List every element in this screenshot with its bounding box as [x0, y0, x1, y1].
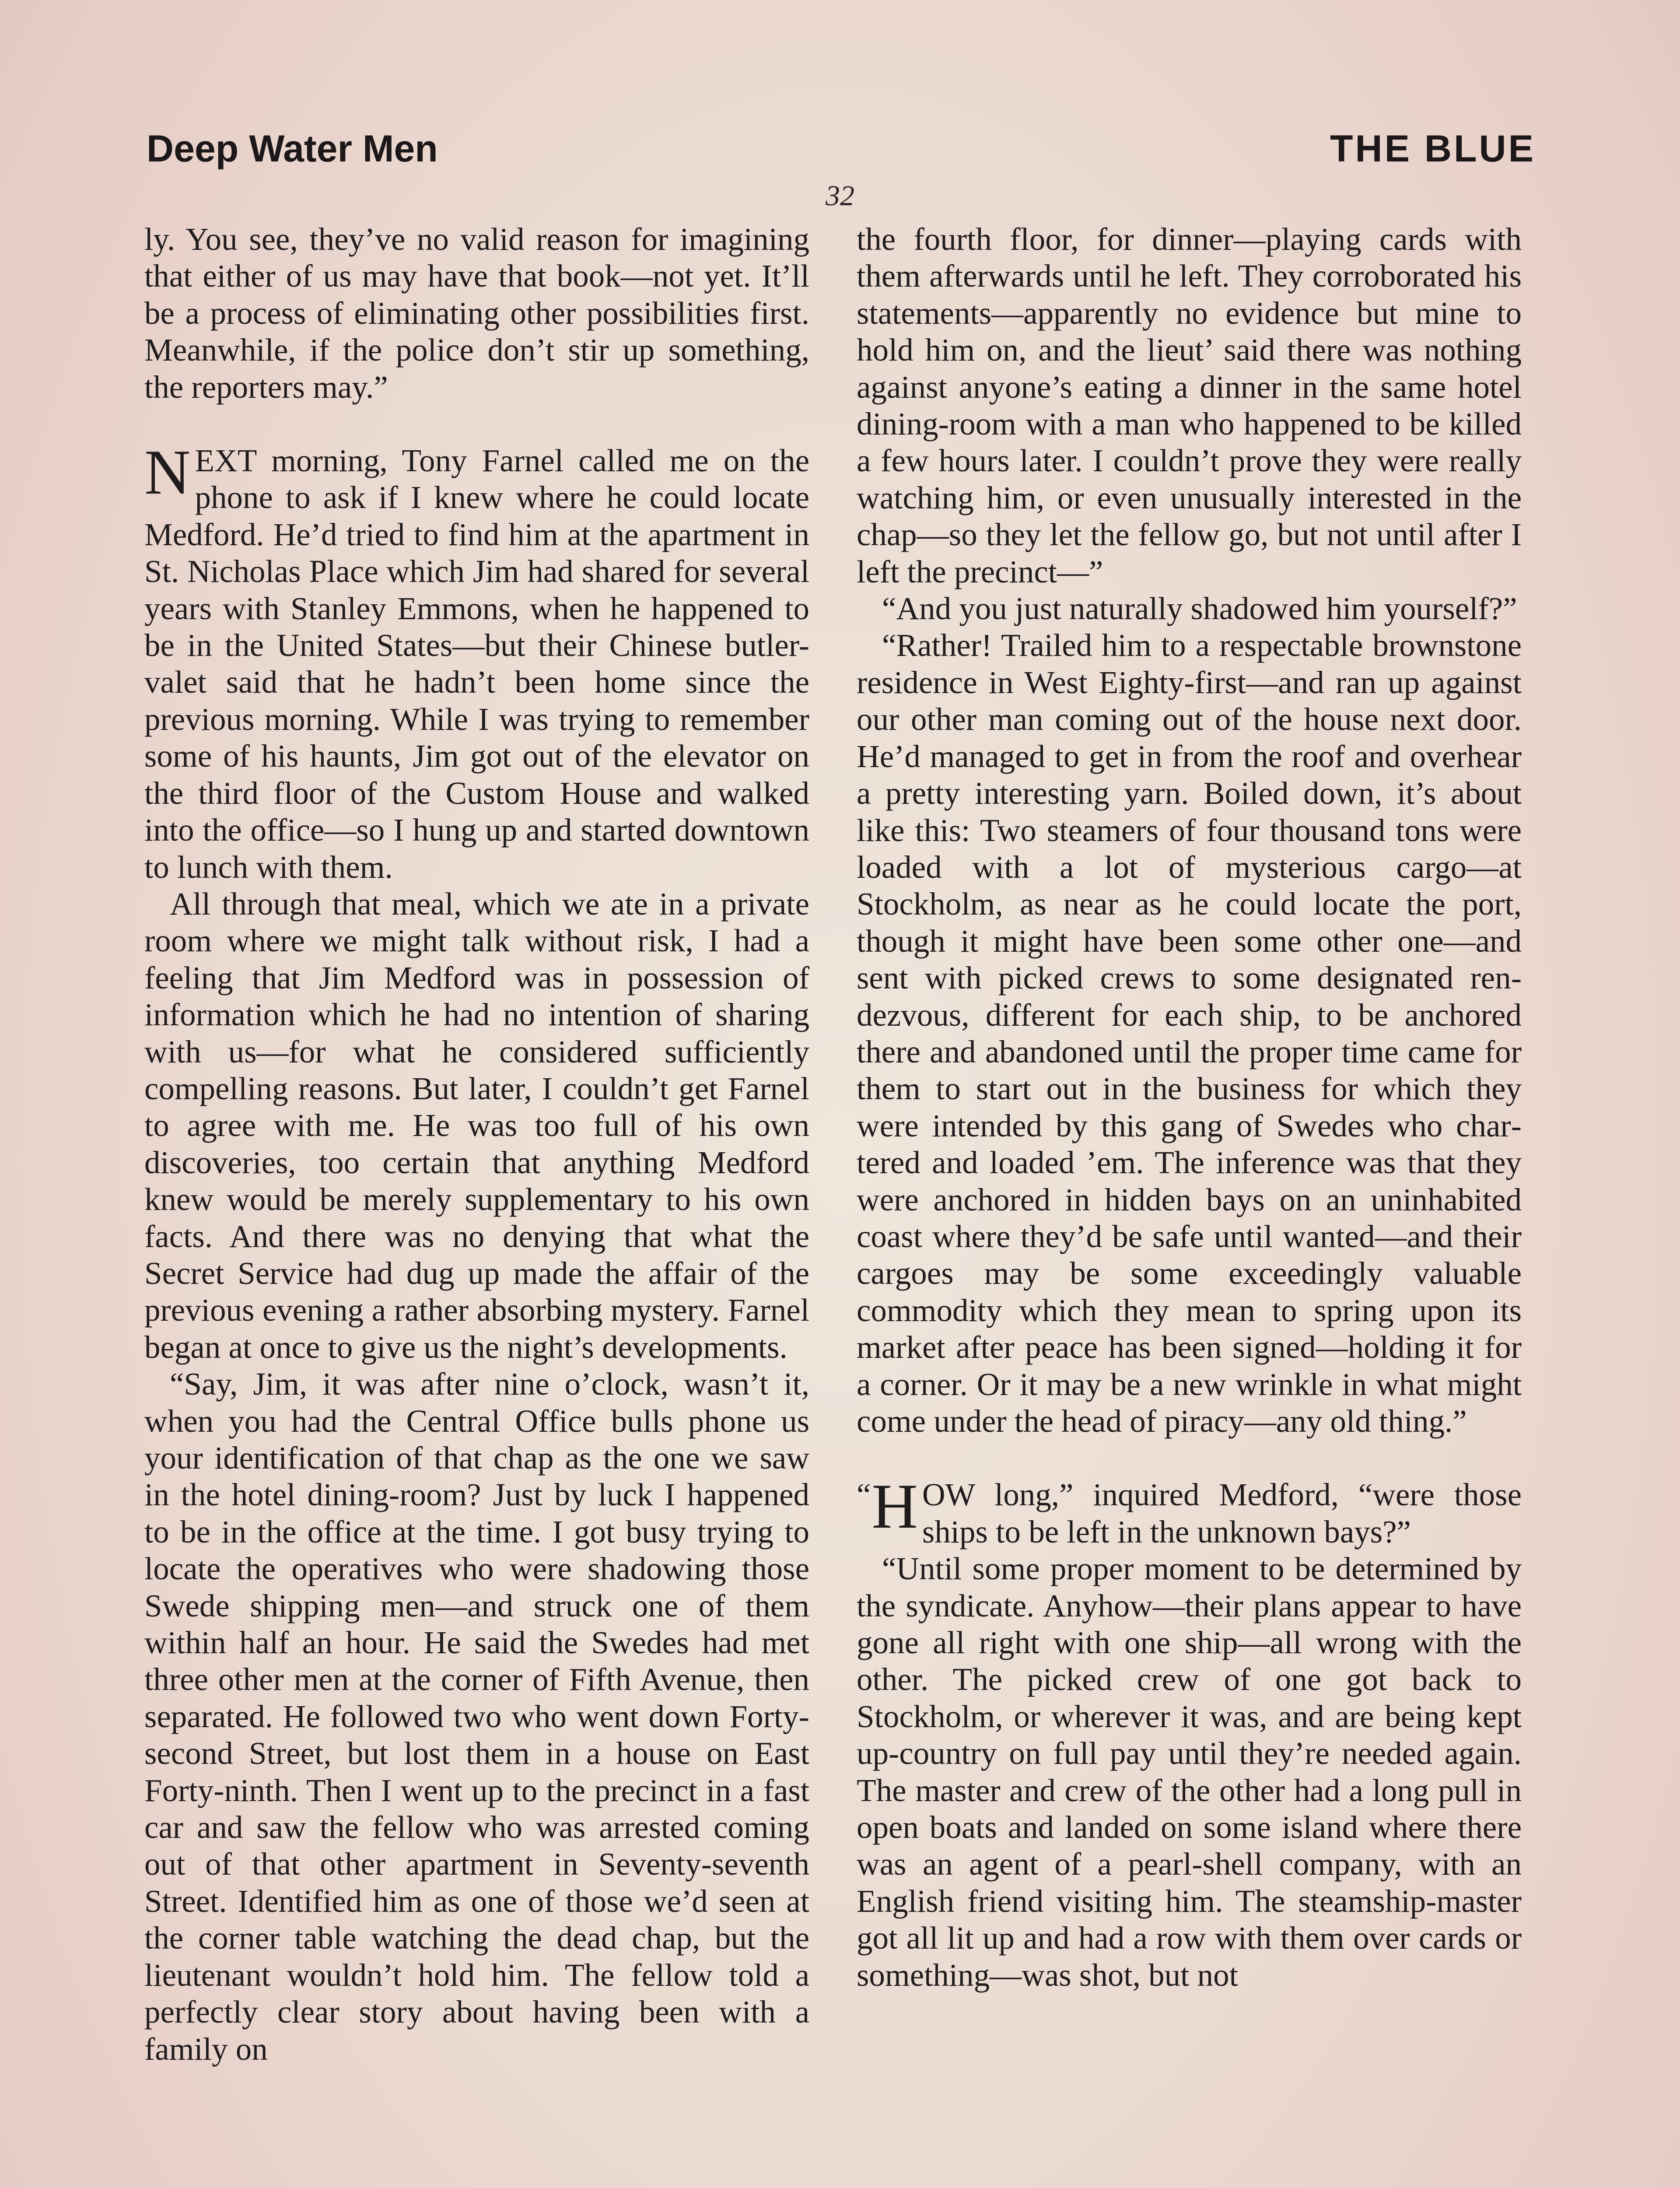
right-column	[857, 221, 1522, 1994]
paragraph: “Until some proper moment to be determined by the syndicate. Anyhow—their plans appear to have gone all right with one ship—all wrong with the other. The picked crew of one got back to Stockholm, or wherever it was, and are being kept up-country on full pay until they’re needed again. The master and crew of the other had a long pull in open boats and landed on some island where there was an agent of a pearl-shell company, with an English friend visiting him. The steamship-master got all lit up and had a row with them over cards or something—was shot, but not	[857, 1551, 1522, 1993]
paragraph: “Say, Jim, it was after nine o’clock, wasn’t it, when you had the Central Office bulls phone us your identification of that chap as the one we saw in the hotel dining-room? Just by luck I happened to be in the office at the time. I got busy trying to locate the operatives who were shadowing those Swede shipping men—and struck one of them within half an hour. He said the Swedes had met three other men at the corner of Fifth Avenue, then separated. He followed two who went down Forty-second Street, but lost them in a house on East Forty-ninth. Then I went up to the precinct in a fast car and saw the fellow who was arrested coming out of that other apartment in Seventy-seventh Street. Identified him as one of those we’d seen at the corner table watching the dead chap, but the lieutenant wouldn’t hold him. The fellow told a perfectly clear story about having been with a family on	[144, 1366, 809, 2067]
paragraph: All through that meal, which we ate in a private room where we might talk without risk, I had a feeling that Jim Medford was in possession of information which he had no intention of sharing with us—for what he considered sufficiently compelling reasons. But later, I couldn’t get Farnel to agree with me. He was too full of his own discoveries, too certain that anything Medford knew would be merely supplementary to his own facts. And there was no denying that what the Secret Service had dug up made the affair of the previous evening a rather absorbing mystery. Farnel began at once to give us the night’s developments.	[144, 886, 809, 1365]
opening-quote: “	[857, 1477, 871, 1513]
paragraph: the fourth floor, for dinner—playing cards with them afterwards until he left. They corroborated his statements—apparently no evidence but mine to hold him on, and the lieut’ said there was nothing against anyone’s eating a dinner in the same hotel dining-room with a man who happened to be killed a few hours later. I couldn’t prove they were really watching him, or even unusually interested in the chap—so they let the fellow go, but not until after I left the precinct—”	[857, 221, 1522, 589]
paragraph-text: EXT morning, Tony Farnel called me on the phone to ask if I knew where he could locate Medford. He’d tried to find him at the apartment in St. Nicholas Place which Jim had shared for several years with Stanley Emmons, when he happened to be in the United States—but their Chinese butler-valet said that he hadn’t been home since the previous morning. While I was trying to remember some of his haunts, Jim got out of the elevator on the third floor of the Custom House and walked into the office—so I hung up and started downtown to lunch with them.	[144, 443, 809, 885]
left-column	[144, 221, 809, 2068]
drop-cap: H	[872, 1471, 918, 1542]
page-number: 32	[826, 180, 854, 212]
paragraph: “And you just naturally shadowed him yourself?”	[882, 591, 1517, 627]
dropcap-paragraph	[857, 1471, 1522, 1550]
running-head-magazine: THE BLUE	[1330, 128, 1536, 170]
running-head-title: Deep Water Men	[147, 128, 438, 170]
paragraph: “Rather! Trailed him to a respectable brownstone residence in West Eighty-first—and ran up against our other man coming out of the house next door. He’d managed to get in from the roof and overhear a pretty interesting yarn. Boiled down, it’s about like this: Two steamers of four thousand tons were loaded with a lot of mysterious cargo—at Stockholm, as near as he could locate the port, though it might have been some other one—and sent with picked crews to some designated rendezvous, different for each ship, to be anchored there and abandoned until the proper time came for them to start out in the business for which they were intended by this gang of Swedes who chartered and loaded ’em. The inference was that they were anchored in hidden bays on an uninhabited coast where they’d be safe until wanted—and their cargoes may be some exceedingly valuable commodity which they mean to spring upon its market after peace has been signed—holding it for a corner. Or it may be a new wrinkle in what might come under the head of piracy—any old thing.”	[857, 628, 1522, 1439]
paragraph-text: OW long,” inquired Medford, “were those ships to be left in the unknown bays?”	[922, 1477, 1522, 1550]
dropcap-paragraph	[144, 437, 809, 886]
paragraph: ly. You see, they’ve no valid reason for imagining that either of us may have that book—not yet. It’ll be a process of eliminating other possibilities first. Meanwhile, if the police don’t stir up something, the reporters may.”	[144, 221, 809, 405]
drop-cap: N	[144, 437, 191, 508]
